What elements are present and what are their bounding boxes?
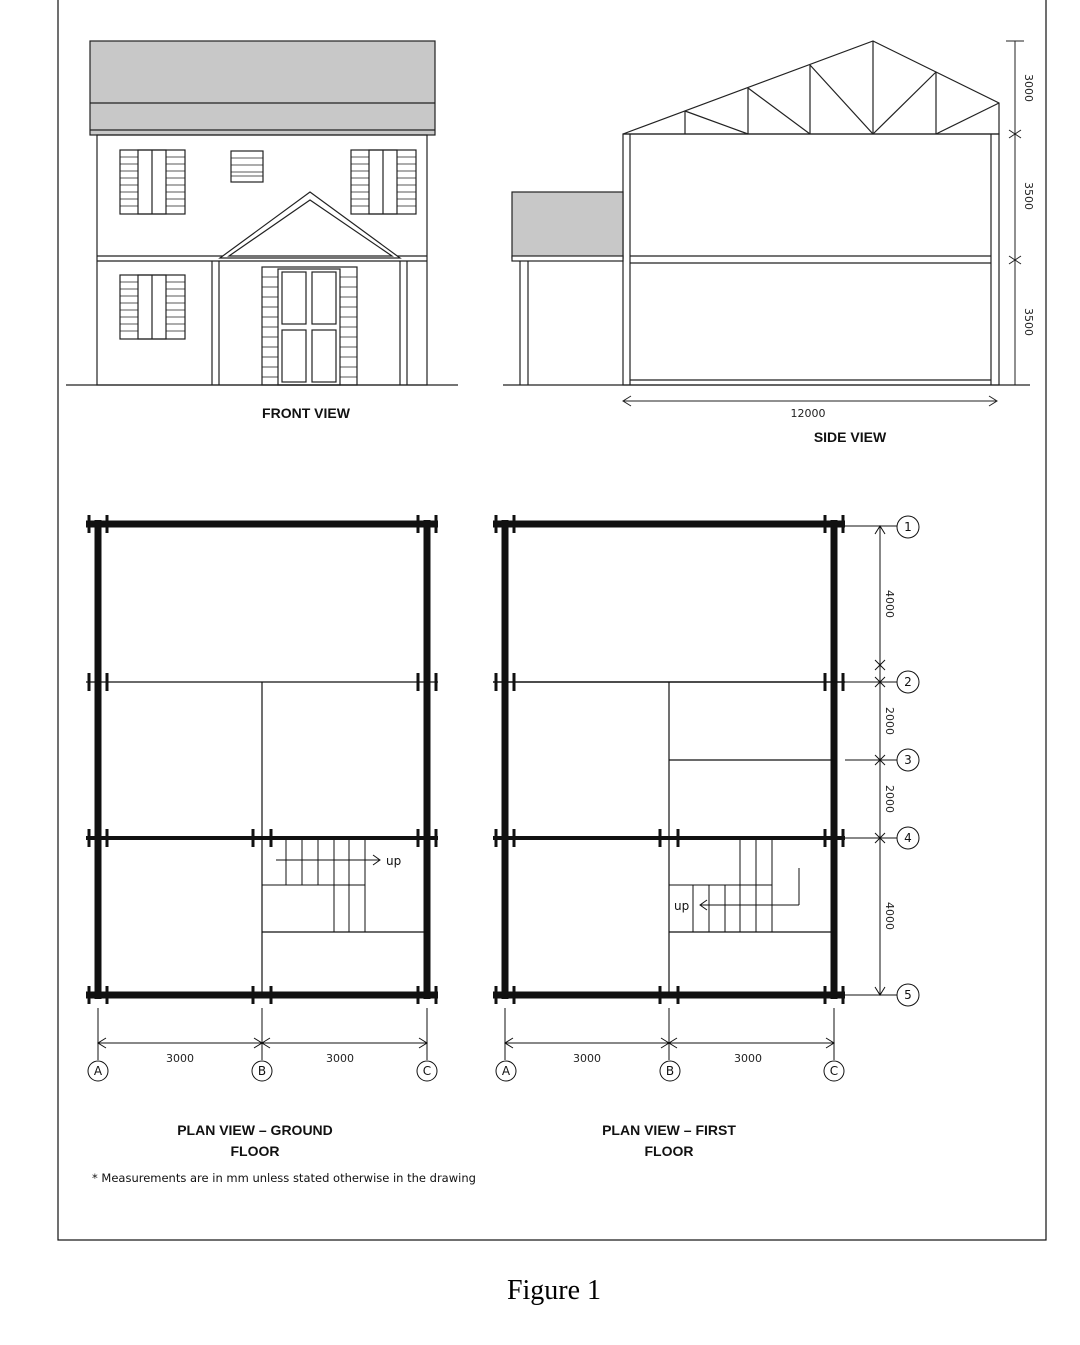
figure-caption: Figure 1 [506, 1275, 602, 1306]
dim-bay-2-3: 2000 [883, 707, 896, 735]
window-upper-right [351, 150, 416, 214]
plan-ground-label-line2: FLOOR [230, 1143, 280, 1159]
dim-roof-height: 3000 [1022, 74, 1035, 102]
dim-bay-4-5: 4000 [883, 902, 896, 930]
porch-roof-side [512, 192, 623, 258]
dim-floor0-height: 3500 [1022, 308, 1035, 336]
front-roof [90, 41, 435, 135]
window-upper-left [120, 150, 185, 214]
side-wall [623, 134, 999, 385]
dim-bay-1-2: 4000 [883, 590, 896, 618]
dim-ground-b-c: 3000 [326, 1052, 354, 1065]
front-door [262, 267, 357, 385]
stair-ground [262, 838, 380, 932]
dim-side-width: 12000 [790, 407, 826, 420]
side-view [503, 41, 1030, 406]
grid-c-ground: C [422, 1064, 432, 1078]
plan-first-label-line1: PLAN VIEW – FIRST [602, 1122, 736, 1138]
grid-b-first: B [665, 1064, 675, 1078]
front-view-label: FRONT VIEW [262, 405, 350, 421]
dim-floor1-height: 3500 [1022, 182, 1035, 210]
stair-first [669, 838, 799, 932]
measurement-note: * Measurements are in mm unless stated otherwise in the drawing [92, 1171, 476, 1185]
grid-a-first: A [501, 1064, 511, 1078]
vent-upper-center [231, 151, 263, 182]
side-view-label: SIDE VIEW [813, 429, 887, 445]
plan-first-label-line2: FLOOR [644, 1143, 694, 1159]
front-view [66, 41, 458, 385]
grid-3: 3 [904, 753, 912, 767]
stair-up-label-first: up [674, 899, 690, 913]
figure-frame [58, 0, 1046, 1240]
stair-up-label-ground: up [386, 854, 402, 868]
window-lower-left [120, 275, 185, 339]
grid-c-first: C [829, 1064, 839, 1078]
grid-a-ground: A [93, 1064, 103, 1078]
dim-first-b-c: 3000 [734, 1052, 762, 1065]
plan-ground-label-line1: PLAN VIEW – GROUND [177, 1122, 333, 1138]
plan-ground-floor [86, 515, 438, 1081]
grid-5: 5 [904, 988, 912, 1002]
dim-first-a-b: 3000 [573, 1052, 601, 1065]
grid-1: 1 [904, 520, 912, 534]
dim-ground-a-b: 3000 [166, 1052, 194, 1065]
grid-b-ground: B [257, 1064, 267, 1078]
grid-4: 4 [904, 831, 912, 845]
plan-first-floor [493, 515, 919, 1081]
grid-2: 2 [904, 675, 912, 689]
dim-bay-3-4: 2000 [883, 785, 896, 813]
porch-gable [220, 192, 400, 258]
roof-truss [623, 41, 999, 134]
